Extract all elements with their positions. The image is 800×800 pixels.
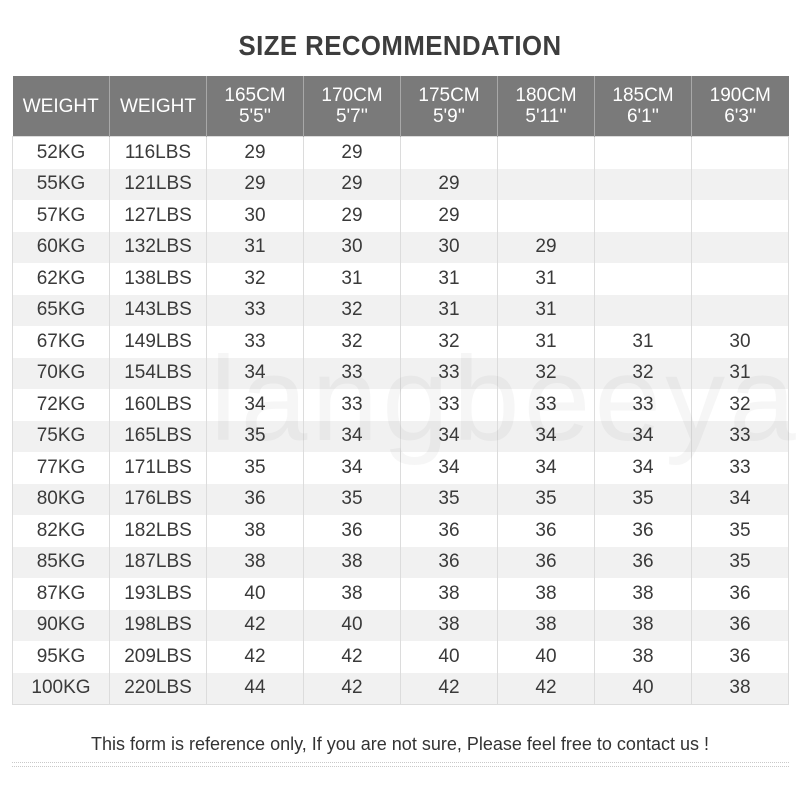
cell-185cm [595, 137, 692, 169]
cell-190cm: 36 [692, 610, 789, 642]
cell-weight-lbs: 171LBS [110, 452, 207, 484]
cell-165cm: 32 [207, 263, 304, 295]
cell-175cm: 31 [401, 263, 498, 295]
cell-weight-lbs: 127LBS [110, 200, 207, 232]
cell-190cm: 31 [692, 358, 789, 390]
header-175cm: 175CM 5'9'' [401, 76, 498, 137]
table-row [13, 610, 789, 642]
cell-weight-lbs: 154LBS [110, 358, 207, 390]
header-180cm: 180CM 5'11'' [498, 76, 595, 137]
cell-weight-kg: 72KG [13, 389, 110, 421]
cell-weight-lbs: 198LBS [110, 610, 207, 642]
cell-175cm: 30 [401, 232, 498, 264]
table-row [13, 232, 789, 264]
cell-190cm: 35 [692, 547, 789, 579]
cell-190cm: 33 [692, 421, 789, 453]
cell-165cm: 36 [207, 484, 304, 516]
header-170cm: 170CM 5'7'' [304, 76, 401, 137]
cell-190cm: 33 [692, 452, 789, 484]
cell-185cm: 34 [595, 452, 692, 484]
table-row [13, 263, 789, 295]
cell-170cm: 29 [304, 169, 401, 201]
cell-170cm: 32 [304, 326, 401, 358]
cell-185cm [595, 200, 692, 232]
cell-190cm: 32 [692, 389, 789, 421]
cell-180cm [498, 169, 595, 201]
cell-180cm: 40 [498, 641, 595, 673]
cell-185cm: 38 [595, 610, 692, 642]
cell-175cm: 33 [401, 389, 498, 421]
cell-175cm: 36 [401, 515, 498, 547]
cell-180cm: 35 [498, 484, 595, 516]
cell-180cm: 32 [498, 358, 595, 390]
cell-170cm: 34 [304, 452, 401, 484]
cell-170cm: 33 [304, 358, 401, 390]
table-row [13, 169, 789, 201]
cell-165cm: 40 [207, 578, 304, 610]
cell-190cm [692, 200, 789, 232]
divider [12, 766, 789, 767]
cell-175cm: 29 [401, 200, 498, 232]
cell-185cm: 32 [595, 358, 692, 390]
page-title: SIZE RECOMMENDATION [238, 30, 562, 61]
cell-190cm: 38 [692, 673, 789, 705]
cell-175cm: 31 [401, 295, 498, 327]
cell-165cm: 35 [207, 452, 304, 484]
cell-175cm: 35 [401, 484, 498, 516]
cell-165cm: 29 [207, 169, 304, 201]
cell-185cm: 35 [595, 484, 692, 516]
table-row [13, 547, 789, 579]
cell-170cm: 33 [304, 389, 401, 421]
cell-165cm: 44 [207, 673, 304, 705]
cell-170cm: 32 [304, 295, 401, 327]
cell-180cm: 31 [498, 263, 595, 295]
cell-185cm: 36 [595, 515, 692, 547]
cell-weight-lbs: 132LBS [110, 232, 207, 264]
header-185cm: 185CM 6'1'' [595, 76, 692, 137]
cell-weight-kg: 90KG [13, 610, 110, 642]
table-row [13, 358, 789, 390]
cell-weight-kg: 77KG [13, 452, 110, 484]
cell-weight-lbs: 165LBS [110, 421, 207, 453]
cell-190cm: 34 [692, 484, 789, 516]
size-table [12, 76, 789, 705]
cell-165cm: 30 [207, 200, 304, 232]
cell-175cm: 38 [401, 578, 498, 610]
table-body [13, 137, 789, 705]
cell-180cm: 31 [498, 295, 595, 327]
cell-weight-lbs: 187LBS [110, 547, 207, 579]
cell-weight-kg: 75KG [13, 421, 110, 453]
cell-165cm: 35 [207, 421, 304, 453]
table-row [13, 137, 789, 169]
cell-175cm: 40 [401, 641, 498, 673]
cell-175cm: 42 [401, 673, 498, 705]
cell-170cm: 38 [304, 547, 401, 579]
cell-weight-kg: 100KG [13, 673, 110, 705]
cell-190cm [692, 169, 789, 201]
cell-170cm: 38 [304, 578, 401, 610]
cell-weight-kg: 55KG [13, 169, 110, 201]
cell-165cm: 42 [207, 610, 304, 642]
cell-180cm: 31 [498, 326, 595, 358]
cell-165cm: 33 [207, 326, 304, 358]
cell-weight-lbs: 182LBS [110, 515, 207, 547]
cell-170cm: 42 [304, 641, 401, 673]
cell-180cm [498, 200, 595, 232]
cell-weight-kg: 60KG [13, 232, 110, 264]
cell-185cm: 38 [595, 641, 692, 673]
cell-170cm: 30 [304, 232, 401, 264]
cell-175cm: 38 [401, 610, 498, 642]
cell-180cm: 33 [498, 389, 595, 421]
table-row [13, 641, 789, 673]
header-190cm: 190CM 6'3'' [692, 76, 789, 137]
cell-170cm: 29 [304, 200, 401, 232]
cell-weight-kg: 57KG [13, 200, 110, 232]
cell-165cm: 34 [207, 358, 304, 390]
cell-190cm [692, 295, 789, 327]
cell-weight-lbs: 143LBS [110, 295, 207, 327]
cell-165cm: 38 [207, 515, 304, 547]
cell-165cm: 31 [207, 232, 304, 264]
table-row [13, 200, 789, 232]
cell-weight-kg: 95KG [13, 641, 110, 673]
footer-note: This form is reference only, If you are not sure, Please feel free to contact us ! [91, 734, 709, 754]
cell-180cm: 36 [498, 547, 595, 579]
table-row [13, 515, 789, 547]
cell-170cm: 34 [304, 421, 401, 453]
cell-165cm: 34 [207, 389, 304, 421]
cell-180cm: 38 [498, 578, 595, 610]
cell-175cm: 32 [401, 326, 498, 358]
cell-185cm [595, 169, 692, 201]
cell-190cm [692, 232, 789, 264]
cell-weight-lbs: 176LBS [110, 484, 207, 516]
cell-180cm: 42 [498, 673, 595, 705]
cell-weight-kg: 52KG [13, 137, 110, 169]
cell-weight-lbs: 160LBS [110, 389, 207, 421]
table-row [13, 578, 789, 610]
cell-170cm: 36 [304, 515, 401, 547]
cell-weight-lbs: 193LBS [110, 578, 207, 610]
cell-190cm: 36 [692, 641, 789, 673]
table-row [13, 326, 789, 358]
cell-weight-lbs: 220LBS [110, 673, 207, 705]
cell-170cm: 29 [304, 137, 401, 169]
cell-weight-kg: 62KG [13, 263, 110, 295]
cell-weight-lbs: 209LBS [110, 641, 207, 673]
cell-170cm: 40 [304, 610, 401, 642]
cell-weight-kg: 80KG [13, 484, 110, 516]
cell-180cm [498, 137, 595, 169]
cell-175cm: 36 [401, 547, 498, 579]
cell-weight-kg: 70KG [13, 358, 110, 390]
cell-190cm: 36 [692, 578, 789, 610]
cell-165cm: 29 [207, 137, 304, 169]
cell-185cm: 38 [595, 578, 692, 610]
cell-weight-kg: 85KG [13, 547, 110, 579]
cell-weight-kg: 65KG [13, 295, 110, 327]
table-row [13, 295, 789, 327]
cell-175cm: 29 [401, 169, 498, 201]
cell-weight-lbs: 149LBS [110, 326, 207, 358]
table-row [13, 452, 789, 484]
header-weight-kg: WEIGHT [13, 76, 110, 137]
cell-180cm: 29 [498, 232, 595, 264]
cell-175cm: 33 [401, 358, 498, 390]
cell-185cm: 31 [595, 326, 692, 358]
cell-175cm: 34 [401, 452, 498, 484]
cell-165cm: 42 [207, 641, 304, 673]
table-row [13, 421, 789, 453]
cell-180cm: 34 [498, 421, 595, 453]
cell-170cm: 31 [304, 263, 401, 295]
cell-185cm [595, 295, 692, 327]
cell-170cm: 35 [304, 484, 401, 516]
cell-185cm [595, 232, 692, 264]
cell-170cm: 42 [304, 673, 401, 705]
divider [12, 762, 789, 763]
cell-190cm: 35 [692, 515, 789, 547]
cell-weight-kg: 87KG [13, 578, 110, 610]
cell-weight-lbs: 121LBS [110, 169, 207, 201]
cell-190cm [692, 263, 789, 295]
cell-190cm [692, 137, 789, 169]
table-row [13, 673, 789, 705]
cell-165cm: 38 [207, 547, 304, 579]
header-weight-lbs: WEIGHT [110, 76, 207, 137]
cell-185cm: 34 [595, 421, 692, 453]
cell-190cm: 30 [692, 326, 789, 358]
cell-weight-lbs: 116LBS [110, 137, 207, 169]
cell-180cm: 38 [498, 610, 595, 642]
table-row [13, 389, 789, 421]
cell-180cm: 36 [498, 515, 595, 547]
cell-185cm: 36 [595, 547, 692, 579]
table-row [13, 484, 789, 516]
cell-185cm: 33 [595, 389, 692, 421]
cell-165cm: 33 [207, 295, 304, 327]
cell-weight-kg: 67KG [13, 326, 110, 358]
cell-weight-lbs: 138LBS [110, 263, 207, 295]
cell-185cm [595, 263, 692, 295]
cell-180cm: 34 [498, 452, 595, 484]
cell-175cm [401, 137, 498, 169]
cell-175cm: 34 [401, 421, 498, 453]
header-165cm: 165CM 5'5'' [207, 76, 304, 137]
cell-185cm: 40 [595, 673, 692, 705]
header-row [13, 76, 789, 137]
cell-weight-kg: 82KG [13, 515, 110, 547]
